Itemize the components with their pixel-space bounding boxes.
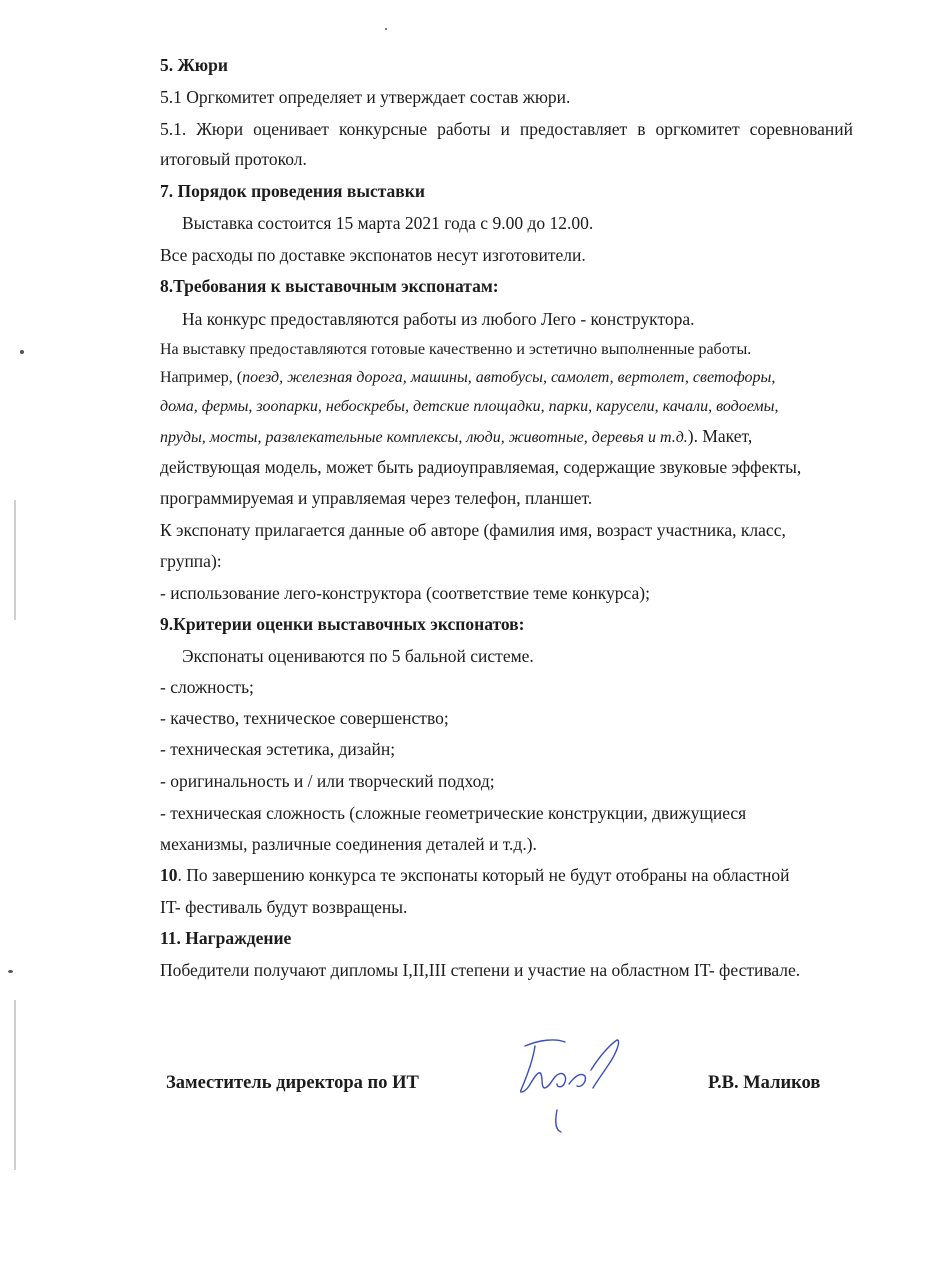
section-5-paragraph-2-line-2: итоговый протокол. xyxy=(160,149,307,169)
examples-lead: Например, ( xyxy=(160,369,243,386)
section-8-paragraph-1: На конкурс предоставляются работы из любого Лего - конструктора. xyxy=(182,309,695,329)
section-5-paragraph-2-line-1: 5.1. Жюри оценивает конкурсные работы и предоставляет в оргкомитет соревнований xyxy=(160,119,853,139)
section-7-heading: 7. Порядок проведения выставки xyxy=(160,181,425,201)
criteria-item: - сложность; xyxy=(160,677,254,697)
section-8-examples-line-1 xyxy=(160,367,775,389)
section-7-paragraph-2: Все расходы по доставке экспонатов несут изготовители. xyxy=(160,245,586,265)
section-8-paragraph-author: К экспонату прилагается данные об авторе (фамилия имя, возраст участника, класс, xyxy=(160,520,786,540)
scan-edge-mark xyxy=(14,1000,16,1170)
scan-edge-mark xyxy=(14,500,16,620)
section-8-examples-line-3 xyxy=(160,425,752,449)
examples-tail: ). Макет, xyxy=(687,426,753,446)
section-5-paragraph-1: 5.1 Оргкомитет определяет и утверждает состав жюри. xyxy=(160,87,571,107)
section-11-heading: 11. Награждение xyxy=(160,928,292,948)
section-8-list-item: - использование лего-конструктора (соответствие теме конкурса); xyxy=(160,583,650,603)
criteria-item: - оригинальность и / или творческий подход; xyxy=(160,771,495,791)
scan-speck xyxy=(20,350,24,354)
section-10-number: 10 xyxy=(160,865,178,885)
section-11-paragraph-1: Победители получают дипломы I,II,III степени и участие на областном IT- фестивале. xyxy=(160,960,801,980)
criteria-item-continuation: механизмы, различные соединения деталей и т.д.). xyxy=(160,834,537,854)
scan-speck xyxy=(8,970,13,973)
section-9-heading: 9.Критерии оценки выставочных экспонатов: xyxy=(160,614,525,634)
handwritten-signature xyxy=(505,1030,635,1140)
section-8-paragraph-programmable: программируемая и управляемая через телефон, планшет. xyxy=(160,488,593,508)
signatory-position: Заместитель директора по ИТ xyxy=(166,1073,419,1093)
signatory-name: Р.В. Маликов xyxy=(708,1073,821,1093)
section-8-paragraph-2: На выставку предоставляются готовые качественно и эстетично выполненные работы. xyxy=(160,341,752,358)
section-10-text: . По завершению конкурса те экспонаты который не будут отобраны на областной xyxy=(177,865,790,885)
examples-list-1: поезд, железная дорога, машины, автобусы, самолет, вертолет, светофоры, xyxy=(242,369,776,386)
criteria-item: - техническая сложность (сложные геометрические конструкции, движущиеся xyxy=(160,803,747,823)
section-8-paragraph-model: действующая модель, может быть радиоуправляемая, содержащие звуковые эффекты, xyxy=(160,457,802,477)
examples-list-3: пруды, мосты, развлекательные комплексы, люди, животные, деревья и т.д. xyxy=(160,429,688,446)
section-10-paragraph-1 xyxy=(160,864,789,886)
section-10-paragraph-2: IT- фестиваль будут возвращены. xyxy=(160,897,408,917)
section-8-examples-line-2: дома, фермы, зоопарки, небоскребы, детские площадки, парки, карусели, качали, водоемы, xyxy=(160,398,779,415)
criteria-item: - качество, техническое совершенство; xyxy=(160,708,449,728)
section-5-heading: 5. Жюри xyxy=(160,55,228,75)
section-7-paragraph-1: Выставка состоится 15 марта 2021 года с 9.00 до 12.00. xyxy=(182,213,594,233)
section-9-paragraph-1: Экспонаты оцениваются по 5 бальной системе. xyxy=(182,646,534,666)
criteria-item: - техническая эстетика, дизайн; xyxy=(160,739,396,759)
scan-speck xyxy=(385,28,387,30)
section-8-paragraph-group: группа): xyxy=(160,551,222,571)
section-8-heading: 8.Требования к выставочным экспонатам: xyxy=(160,276,499,296)
